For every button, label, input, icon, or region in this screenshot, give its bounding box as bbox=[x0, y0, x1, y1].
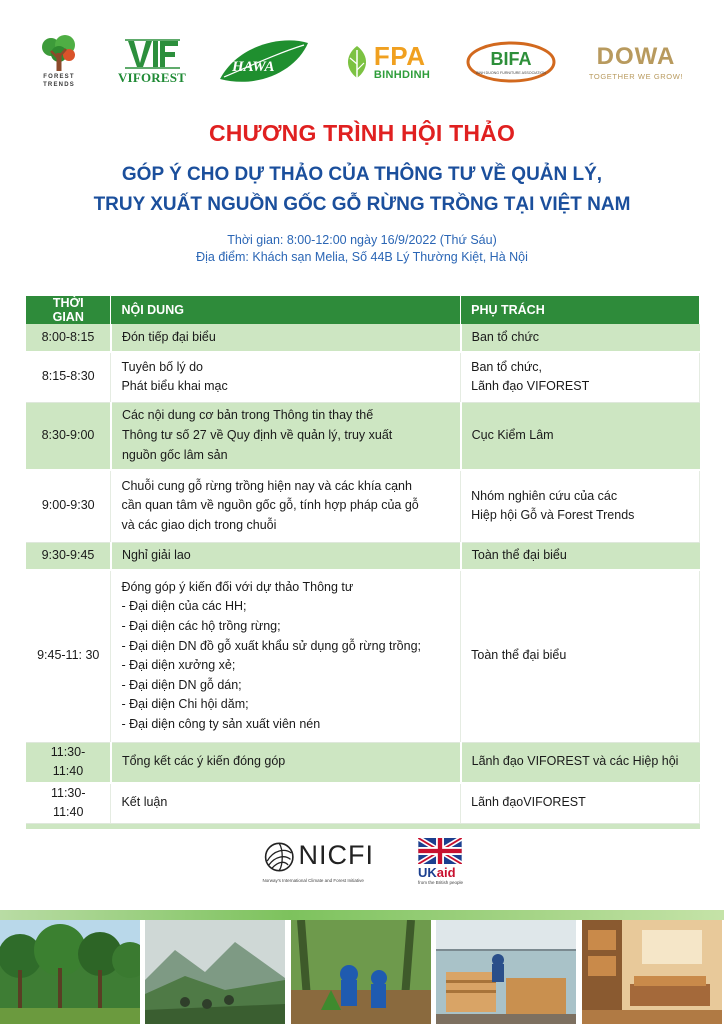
table-row bbox=[26, 402, 700, 470]
owner-line: Lãnh đạo VIFOREST bbox=[471, 379, 590, 394]
dowa-wordmark: DOWA bbox=[596, 42, 676, 70]
content-line: - Đại diện DN gỗ dán; bbox=[121, 677, 242, 692]
owner-line: Lãnh đạoVIFOREST bbox=[471, 795, 586, 810]
content-line: Thông tư số 27 về Quy định về quản lý, truy xuất bbox=[121, 427, 393, 442]
table-row bbox=[26, 783, 700, 824]
fpa-sub: BINHDINH bbox=[373, 69, 431, 81]
owner-line: Nhóm nghiên cứu của các bbox=[471, 488, 618, 503]
owner-line: Hiệp hội Gỗ và Forest Trends bbox=[471, 508, 635, 523]
content-line: - Đại diện DN đồ gỗ xuất khẩu sử dụng gỗ rừng trồng; bbox=[121, 638, 422, 653]
row-owner bbox=[461, 542, 700, 570]
subtitle-line-1: GÓP Ý CHO DỰ THẢO CỦA THÔNG TƯ VỀ QUẢN LÝ, bbox=[121, 164, 603, 185]
page-title: CHƯƠNG TRÌNH HỘI THẢO bbox=[208, 120, 516, 146]
content-line: Các nội dung cơ bản trong Thông tin thay thế bbox=[121, 408, 374, 423]
table-row bbox=[26, 352, 700, 402]
viforest-mark-icon bbox=[122, 39, 182, 69]
bifa-logo bbox=[466, 30, 556, 94]
header-time: THỜI GIAN bbox=[26, 296, 111, 324]
globe-leaf-icon bbox=[264, 838, 295, 876]
row-owner bbox=[461, 352, 700, 402]
content-line: Tổng kết các ý kiến đóng góp bbox=[121, 754, 286, 769]
event-time: Thời gian: 8:00-12:00 ngày 16/9/2022 (Thứ Sáu) bbox=[227, 233, 497, 247]
content-line: nguồn gốc lâm sản bbox=[121, 447, 228, 462]
fpa-wordmark: FPA bbox=[373, 41, 426, 71]
agenda-table bbox=[26, 296, 700, 829]
owner-line: Toàn thể đại biểu bbox=[471, 547, 567, 562]
leaf-icon bbox=[342, 44, 372, 80]
row-time: 8:00-8:15 bbox=[26, 324, 111, 352]
row-time: 8:15-8:30 bbox=[26, 352, 111, 402]
row-owner bbox=[461, 402, 700, 470]
bifa-wordmark: BIFA bbox=[490, 49, 532, 69]
content-line: Kết luận bbox=[121, 795, 168, 810]
nicfi-wordmark: NICFI bbox=[298, 840, 374, 870]
row-time: 9:45-11: 30 bbox=[26, 570, 111, 742]
nicfi-logo bbox=[264, 838, 374, 890]
row-time: 9:30-9:45 bbox=[26, 542, 111, 570]
nicfi-tagline: Norway's International Climate and Forest Initiative bbox=[262, 878, 364, 883]
content-line: và các giao dịch trong chuỗi bbox=[121, 518, 277, 533]
table-row bbox=[26, 324, 700, 352]
event-venue: Địa điểm: Khách sạn Melia, Số 44B Lý Thường Kiệt, Hà Nội bbox=[196, 250, 528, 264]
row-content bbox=[111, 402, 461, 470]
content-line: Tuyên bố lý do bbox=[121, 359, 203, 374]
dowa-logo bbox=[584, 30, 688, 94]
ukaid-wordmark: UKaid bbox=[418, 865, 456, 880]
forest-photo bbox=[0, 920, 142, 1024]
planting-photo bbox=[291, 920, 433, 1024]
owner-line: Ban tổ chức, bbox=[471, 359, 543, 374]
ukaid-tagline: from the British people bbox=[418, 880, 464, 885]
subtitle-line-2: TRUY XUẤT NGUỒN GỐC GỖ RỪNG TRỒNG TẠI VIỆT NAM bbox=[93, 194, 631, 215]
row-time: 8:30-9:00 bbox=[26, 402, 111, 470]
header-content: NỘI DUNG bbox=[111, 296, 461, 324]
content-line: - Đại diện công ty sản xuất viên nén bbox=[121, 717, 321, 732]
content-line: Chuỗi cung gỗ rừng trồng hiện nay và các khía cạnh bbox=[121, 478, 412, 493]
row-owner bbox=[461, 324, 700, 352]
ukaid-logo bbox=[418, 838, 466, 886]
row-content bbox=[111, 352, 461, 402]
content-line: Đón tiếp đại biểu bbox=[121, 329, 216, 344]
forest-trends-logo bbox=[28, 30, 90, 94]
row-owner bbox=[461, 570, 700, 742]
content-line: - Đại diện các hộ trồng rừng; bbox=[121, 619, 281, 634]
partner-logos bbox=[0, 30, 724, 94]
interior-photo bbox=[582, 920, 724, 1024]
content-line: cần quan tâm về nguồn gốc gỗ, tính hợp pháp của gỗ bbox=[121, 498, 419, 513]
viforest-wordmark: VIFOREST bbox=[117, 69, 187, 85]
bifa-ellipse-icon bbox=[466, 40, 556, 84]
row-content bbox=[111, 570, 461, 742]
viforest-logo bbox=[110, 30, 194, 94]
hawa-wordmark: HAWA bbox=[232, 59, 275, 75]
row-time: 11:30-11:40 bbox=[26, 742, 111, 783]
mountain-photo bbox=[145, 920, 287, 1024]
union-jack-icon bbox=[418, 838, 462, 864]
row-owner bbox=[461, 470, 700, 542]
table-footer-bar bbox=[26, 823, 700, 829]
content-line: Đóng góp ý kiến đối với dự thảo Thông tư bbox=[121, 579, 354, 594]
owner-line: Ban tổ chức bbox=[471, 329, 540, 344]
tree-icon bbox=[39, 35, 79, 71]
green-divider bbox=[0, 910, 724, 920]
row-content bbox=[111, 783, 461, 824]
owner-line: Toàn thể đại biểu bbox=[471, 648, 567, 663]
row-content bbox=[111, 324, 461, 352]
content-line: Phát biểu khai mạc bbox=[121, 379, 228, 394]
table-header-row bbox=[26, 296, 700, 324]
photo-strip bbox=[0, 920, 724, 1024]
row-owner bbox=[461, 742, 700, 783]
content-line: - Đại diện của các HH; bbox=[121, 599, 247, 614]
table-row bbox=[26, 542, 700, 570]
row-content bbox=[111, 742, 461, 783]
bifa-sub: BINH DUONG FURNITURE ASSOCIATION bbox=[476, 71, 546, 75]
owner-line: Lãnh đạo VIFOREST và các Hiệp hội bbox=[471, 754, 679, 769]
content-line: Nghỉ giải lao bbox=[121, 547, 191, 562]
table-row bbox=[26, 570, 700, 742]
factory-photo bbox=[436, 920, 578, 1024]
content-line: - Đại diện Chi hội dăm; bbox=[121, 697, 249, 712]
row-content bbox=[111, 542, 461, 570]
row-owner bbox=[461, 783, 700, 824]
header-owner: PHỤ TRÁCH bbox=[461, 296, 700, 324]
fpa-binhdinh-logo bbox=[336, 30, 436, 94]
table-row bbox=[26, 470, 700, 542]
content-line: - Đại diện xưởng xẻ; bbox=[121, 658, 236, 673]
owner-line: Cục Kiểm Lâm bbox=[471, 427, 554, 442]
table-row bbox=[26, 742, 700, 783]
dowa-tagline: TOGETHER WE GROW! bbox=[588, 71, 684, 81]
hawa-leaf-icon bbox=[218, 37, 310, 87]
row-time: 9:00-9:30 bbox=[26, 470, 111, 542]
row-time: 11:30-11:40 bbox=[26, 783, 111, 824]
hawa-logo bbox=[218, 30, 310, 94]
forest-trends-caption: FOREST TRENDS bbox=[43, 74, 75, 88]
row-content bbox=[111, 470, 461, 542]
